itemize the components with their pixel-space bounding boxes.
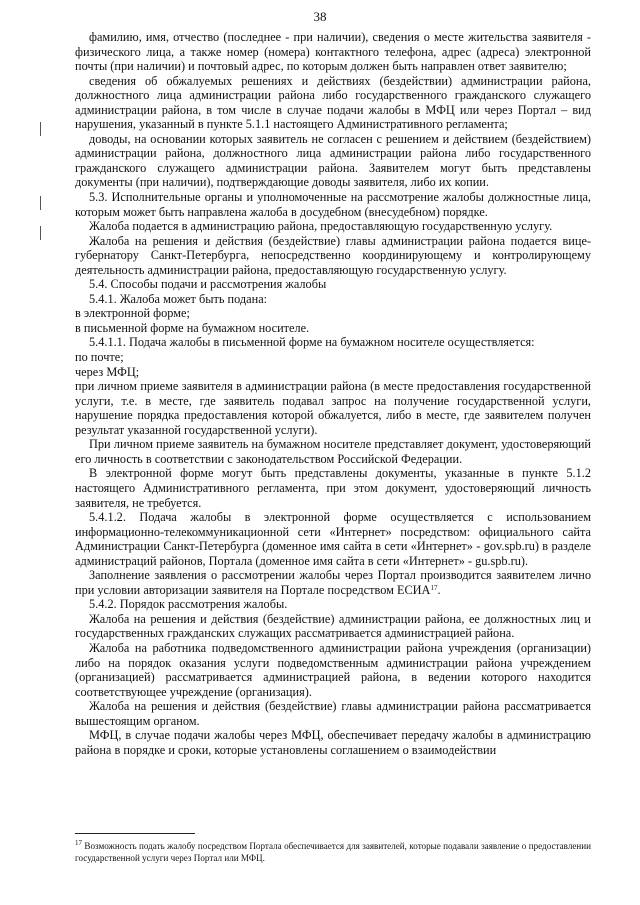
paragraph-text: Жалоба на решения и действия (бездействие) главы администрации района подается вице-губернатору Санкт-Петербурга, непосредственно координирующему и контролирующему деятельность администрации района, предоставляющую государственную услугу. <box>75 233 591 277</box>
paragraph-trailing-text: . <box>437 582 441 597</box>
paragraph-text: Жалоба на решения и действия (бездействие) администрации района, ее должностных лиц и государственных гражданских служащих рассматривается администрацией района. <box>75 611 591 641</box>
paragraph <box>75 437 591 466</box>
footnote-text: Возможность подать жалобу посредством Портала обеспечивается для заявителей, которые подавали заявление о предоставлении государственной услуги через Портал или МФЦ. <box>75 841 591 863</box>
margin-mark <box>40 122 41 136</box>
paragraph-text: 5.3. Исполнительные органы и уполномоченные на рассмотрение жалобы должностные лица, которым может быть направлена жалоба в досудебном (внесудебном) порядке. <box>75 190 591 219</box>
paragraph <box>75 335 591 350</box>
paragraph <box>75 277 591 292</box>
footnote-reference: 17 <box>430 583 438 592</box>
paragraph-text: МФЦ, в случае подачи жалобы через МФЦ, обеспечивает передачу жалобы в администрацию района в порядке и сроки, которые установлены соглашением о взаимодействии <box>75 728 591 757</box>
paragraph <box>75 510 591 568</box>
paragraph-text: 5.4.2. Порядок рассмотрения жалобы. <box>89 597 288 612</box>
paragraph-text: в письменной форме на бумажном носителе. <box>75 320 310 335</box>
paragraph <box>75 699 591 728</box>
paragraph <box>75 74 591 132</box>
footnote-number: 17 <box>75 839 82 847</box>
paragraph <box>75 306 591 321</box>
page-number: 38 <box>313 9 327 24</box>
paragraph-text: фамилию, имя, отчество (последнее - при наличии), сведения о месте жительства заявителя - физического лица, а также номер (номера) контактного телефона, адрес (адреса) электронной почты (при наличии) и почтовый адрес, по которым должен быть направлен ответ заявителю; <box>75 30 591 74</box>
paragraph <box>75 219 591 234</box>
body-text <box>75 30 591 757</box>
paragraph <box>75 132 591 190</box>
footnote-divider <box>75 833 195 834</box>
margin-mark <box>40 196 41 210</box>
paragraph-text: 5.4.1.1. Подача жалобы в письменной форме на бумажном носителе осуществляется: <box>89 335 535 350</box>
footnote <box>75 840 591 864</box>
paragraph <box>75 612 591 641</box>
paragraph-text: При личном приеме заявитель на бумажном носителе представляет документ, удостоверяющий его личность в соответствии с законодательством Российской Федерации. <box>75 437 591 466</box>
paragraph-text: Жалоба на работника подведомственного администрации района учреждения (организации) либо на порядок оказания услуги подведомственным администрации района учреждением (организацией) рассматривается администрацией района, в ведении которого находится соответствующее учреждение (организация). <box>75 640 591 699</box>
paragraph-text: 5.4.1. Жалоба может быть подана: <box>89 291 268 306</box>
paragraph-text: по почте; <box>75 350 124 365</box>
margin-mark <box>40 226 41 240</box>
paragraph-text: при личном приеме заявителя в администрации района (в месте предоставления государственной услуги, т.е. в месте, где заявитель подавал запрос на получение государственной услуги, нарушение порядка предоставления которой обжалуется, либо в месте, где заявителем получен результат указанной государственной услуги). <box>75 379 591 437</box>
paragraph <box>75 365 591 380</box>
paragraph <box>75 350 591 365</box>
paragraph-text: 5.4.1.2. Подача жалобы в электронной форме осуществляется с использованием информационно-телекоммуникационной сети «Интернет» посредством: официального сайта Администрации Санкт-Петербурга (доменное имя сайта в сети «Интернет» - gov.spb.ru) в разделе администраций районов, Портала (доменное имя сайта в сети «Интернет» - gu.spb.ru). <box>75 510 591 568</box>
paragraph-text: Заполнение заявления о рассмотрении жалобы через Портал производится заявителем лично при условии авторизации заявителя на Портале посредством ЕСИА <box>75 568 591 597</box>
paragraph <box>75 30 591 74</box>
paragraph <box>75 234 591 278</box>
paragraph <box>75 728 591 757</box>
paragraph <box>75 292 591 307</box>
paragraph <box>75 190 591 219</box>
paragraph <box>75 466 591 510</box>
paragraph-text: Жалоба на решения и действия (бездействие) главы администрации района рассматривается вышестоящим органом. <box>75 699 591 728</box>
paragraph-text: доводы, на основании которых заявитель не согласен с решением и действием (бездействием) администрации района, должностного лица администрации района либо государственного гражданского служащего администрации района. Заявителем могут быть представлены документы (при наличии), подтверждающие доводы заявителя, либо их копии. <box>75 131 591 190</box>
paragraph-text: в электронной форме; <box>75 306 190 321</box>
paragraph <box>75 597 591 612</box>
paragraph <box>75 379 591 437</box>
paragraph <box>75 568 591 597</box>
paragraph-text: через МФЦ; <box>75 364 140 379</box>
paragraph-text: В электронной форме могут быть представлены документы, указанные в пункте 5.1.2 настоящего Административного регламента, при этом документ, удостоверяющий личность заявителя, не требуется. <box>75 466 591 510</box>
paragraph-text: сведения об обжалуемых решениях и действиях (бездействии) администрации района, должностного лица администрации района либо государственного гражданского служащего администрации района, в том числе в случае подачи жалобы в МФЦ или через Портал – вид нарушения, указанный в пункте 5.1.1 настоящего Административного регламента; <box>75 73 591 132</box>
paragraph-text: Жалоба подается в администрацию района, предоставляющую государственную услугу. <box>89 219 553 234</box>
paragraph <box>75 321 591 336</box>
paragraph-text: 5.4. Способы подачи и рассмотрения жалобы <box>89 277 327 292</box>
paragraph <box>75 641 591 699</box>
